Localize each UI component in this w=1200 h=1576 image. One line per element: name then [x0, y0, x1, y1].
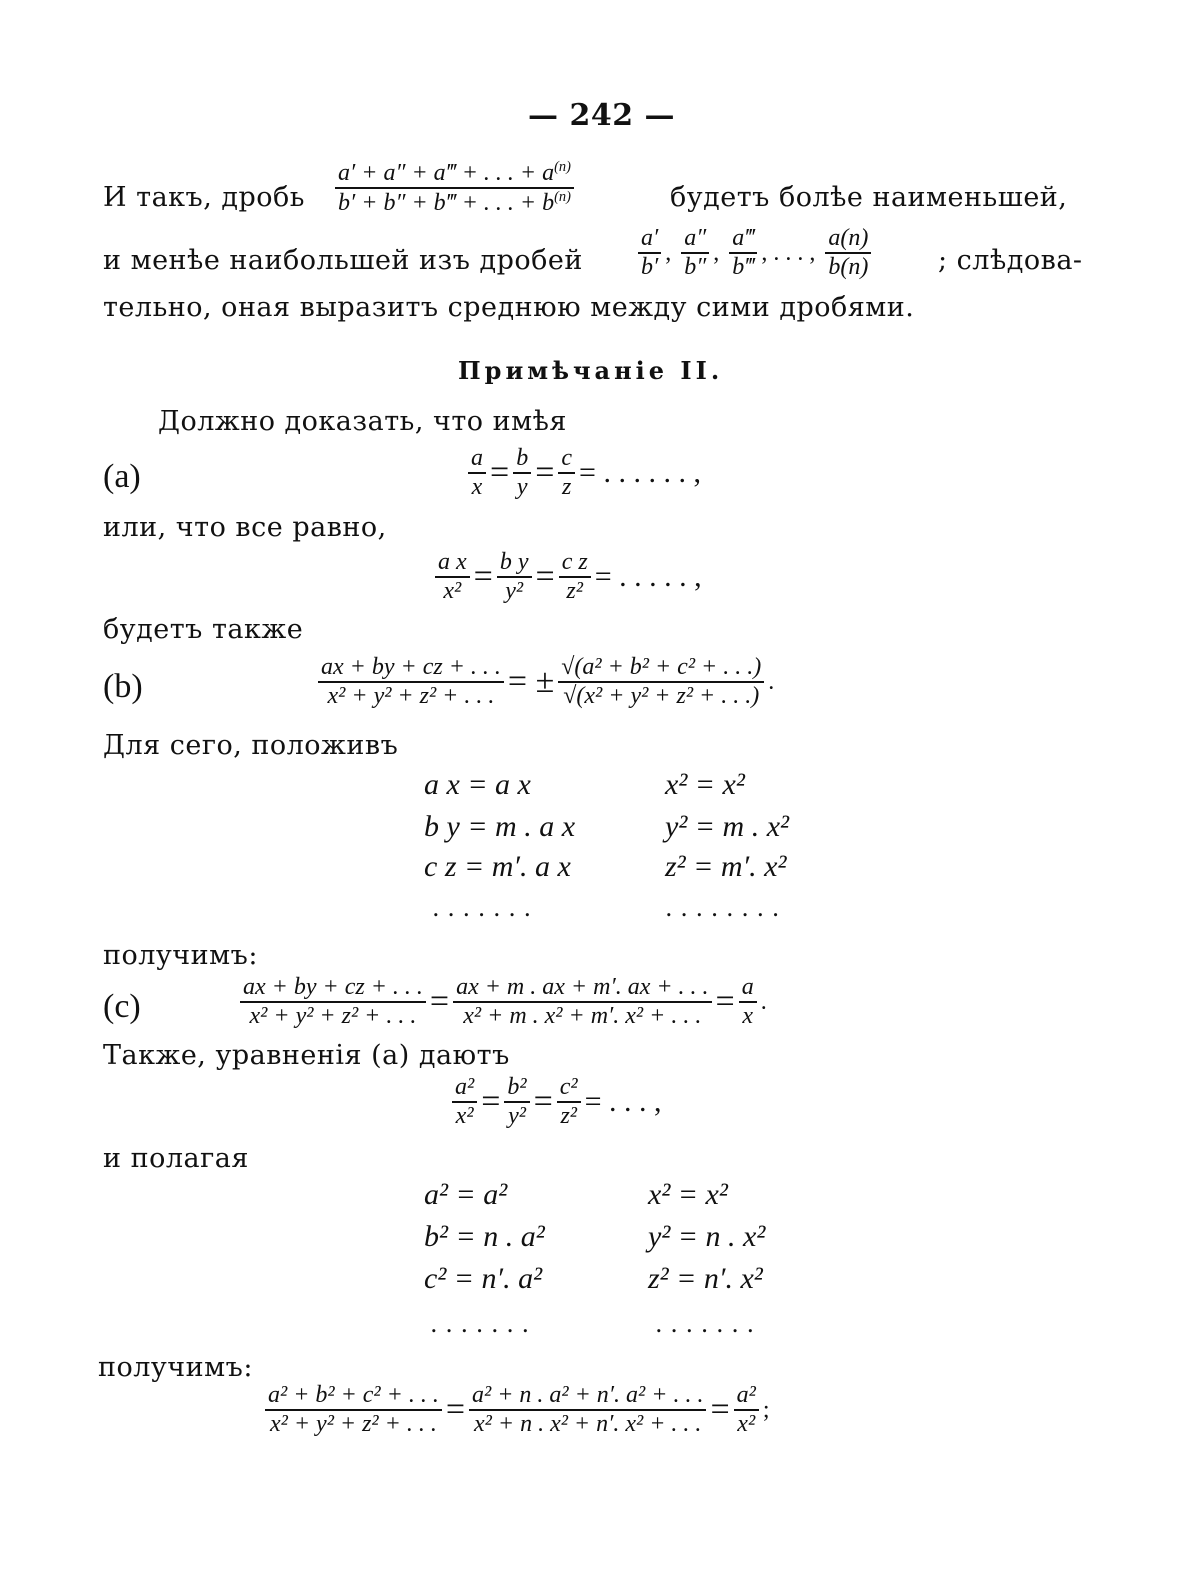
paragraph-3: будетъ также: [103, 614, 304, 645]
page-number: — 242 —: [528, 98, 676, 133]
system1-right-ellipsis: . . . . . . . .: [665, 894, 780, 922]
intro-line-3: тельно, оная выразитъ среднюю между сими дробями.: [103, 292, 915, 323]
equation-final: $\frac{\text{a² + b² + c² + . . .}}{\text{x² + y² + z² + . . .}}$ = $\frac{\text{a² + n . a² + n′. a² + . . .}}{\text{x² + n . x² + n′. x² + . . .}}$ = $\frac{\text{a²}}{\text{x²}}$ ;: [265, 1383, 774, 1437]
system1-left-row-3: c z = m′. a x: [424, 850, 571, 883]
label-a: (a): [103, 458, 141, 495]
equation-a: $\frac{a}{x}$ = $\frac{b}{y}$ = $\frac{c}{z}$ = . . . . . . ,: [468, 446, 705, 500]
paragraph-1: Должно доказать, что имѣя: [158, 406, 567, 437]
system2-right-row-3: z² = n′. x²: [648, 1262, 763, 1295]
equation-c: $\frac{ax + by + cz + . . .}{\text{x² + y² + z² + . . .}}$ = $\frac{ax + m . ax + m'. ax + . . .}{\text{x² + m . x² + m′. x² + . . .}}$ = $\frac{a}{x}$ .: [240, 975, 771, 1029]
paragraph-7: и полагая: [103, 1143, 249, 1174]
system2-right-row-1: x² = x²: [648, 1178, 728, 1211]
system1-left-ellipsis: . . . . . . .: [432, 894, 532, 922]
section-heading: Примѣчаніе II.: [458, 356, 724, 385]
paragraph-8: получимъ:: [98, 1352, 253, 1383]
equation-b: $\frac{ax + by + cz + . . .}{\text{x² + y² + z² + . . .}}$ = ± $\frac{\text{√(a² + b² + c² + . . .)}}{\text{√(x² + y² + z² + . . .)}}$ .: [318, 655, 778, 709]
system1-right-row-1: x² = x²: [665, 768, 745, 801]
equation-squares: $\frac{\text{a²}}{\text{x²}}$ = $\frac{\text{b²}}{\text{y²}}$ = $\frac{\text{c²}}{\text{z²}}$ = . . . ,: [452, 1075, 666, 1129]
system1-left-row-1: a x = a x: [424, 768, 531, 801]
intro-line-1-start: И такъ, дробь: [103, 182, 305, 213]
intro-fraction-list: $\frac{a'}{b'}$ , $\frac{a''}{b''}$ , $\frac{a‴}{b‴}$ , . . . , $\frac{a(n)}{b(n)}$: [638, 226, 871, 280]
paragraph-5: получимъ:: [103, 940, 258, 971]
equation-a-alt: $\frac{\text{a x}}{\text{x²}}$ = $\frac{\text{b y}}{\text{y²}}$ = $\frac{\text{c z}}{\text{z²}}$ = . . . . . ,: [435, 550, 706, 604]
paragraph-4: Для сего, положивъ: [103, 730, 399, 761]
system1-right-row-3: z² = m′. x²: [665, 850, 787, 883]
paragraph-2: или, что все равно,: [103, 512, 387, 543]
system2-left-row-3: c² = n′. a²: [424, 1262, 543, 1295]
system2-left-row-1: a² = a²: [424, 1178, 508, 1211]
intro-line-2-end: ; слѣдова-: [938, 245, 1083, 276]
system1-left-row-2: b y = m . a x: [424, 810, 576, 843]
intro-line-1-end: будетъ болѣе наименьшей,: [670, 182, 1068, 213]
system2-left-ellipsis: . . . . . . .: [430, 1310, 530, 1338]
label-c: (c): [103, 988, 141, 1025]
intro-fraction: $\frac{a' + a'' + a‴ + . . . + a^{(n)}}{b' + b'' + b‴ + . . . + b^{(n)}}$: [335, 160, 574, 216]
intro-line-2-start: и менѣе наибольшей изъ дробей: [103, 245, 583, 276]
system2-right-ellipsis: . . . . . . .: [655, 1310, 755, 1338]
system1-right-row-2: y² = m . x²: [665, 810, 790, 843]
label-b: (b): [103, 668, 143, 705]
paragraph-6: Также, уравненія (a) даютъ: [103, 1040, 510, 1071]
system2-left-row-2: b² = n . a²: [424, 1220, 545, 1253]
system2-right-row-2: y² = n . x²: [648, 1220, 766, 1253]
